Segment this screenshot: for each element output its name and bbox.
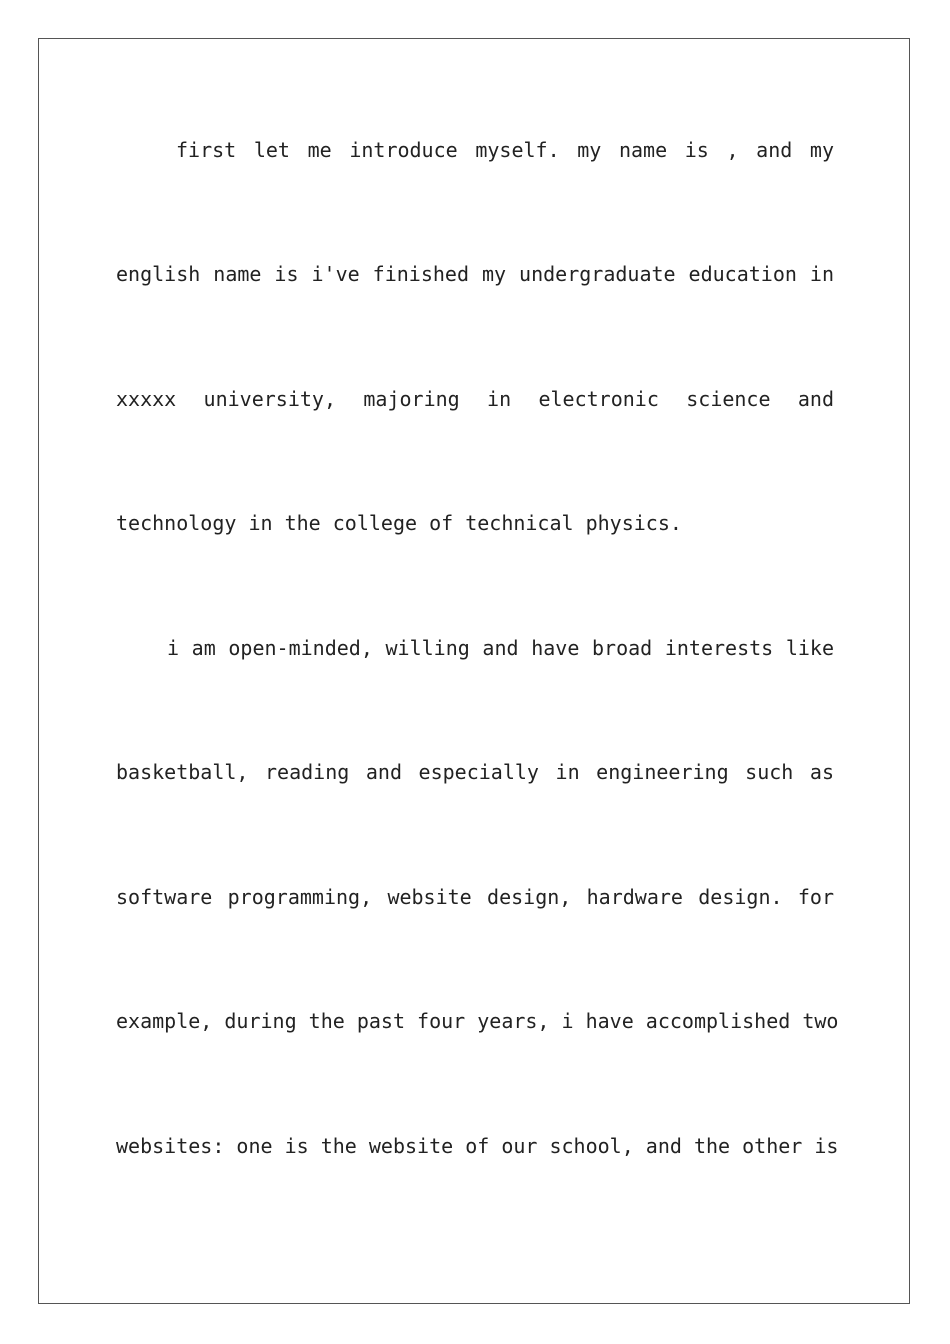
page-frame xyxy=(38,38,910,1304)
paragraph-1-line-1: first let me introduce myself. my name is , and my xyxy=(176,138,834,162)
paragraph-2-line-2: basketball, reading and especially in engineering such as xyxy=(116,760,834,784)
paragraph-2-line-5: websites: one is the website of our school, and the other is xyxy=(116,1134,839,1158)
paragraph-2-line-3: software programming, website design, hardware design. for xyxy=(116,885,834,909)
paragraph-2-line-4: example, during the past four years, i have accomplished two xyxy=(116,1009,839,1033)
paragraph-1-line-2: english name is i've finished my undergraduate education in xyxy=(116,262,834,286)
paragraph-2-line-1: i am open-minded, willing and have broad interests like xyxy=(167,636,834,660)
paragraph-1-line-4: technology in the college of technical physics. xyxy=(116,511,682,535)
paragraph-1-line-3: xxxxx university, majoring in electronic science and xyxy=(116,387,834,411)
